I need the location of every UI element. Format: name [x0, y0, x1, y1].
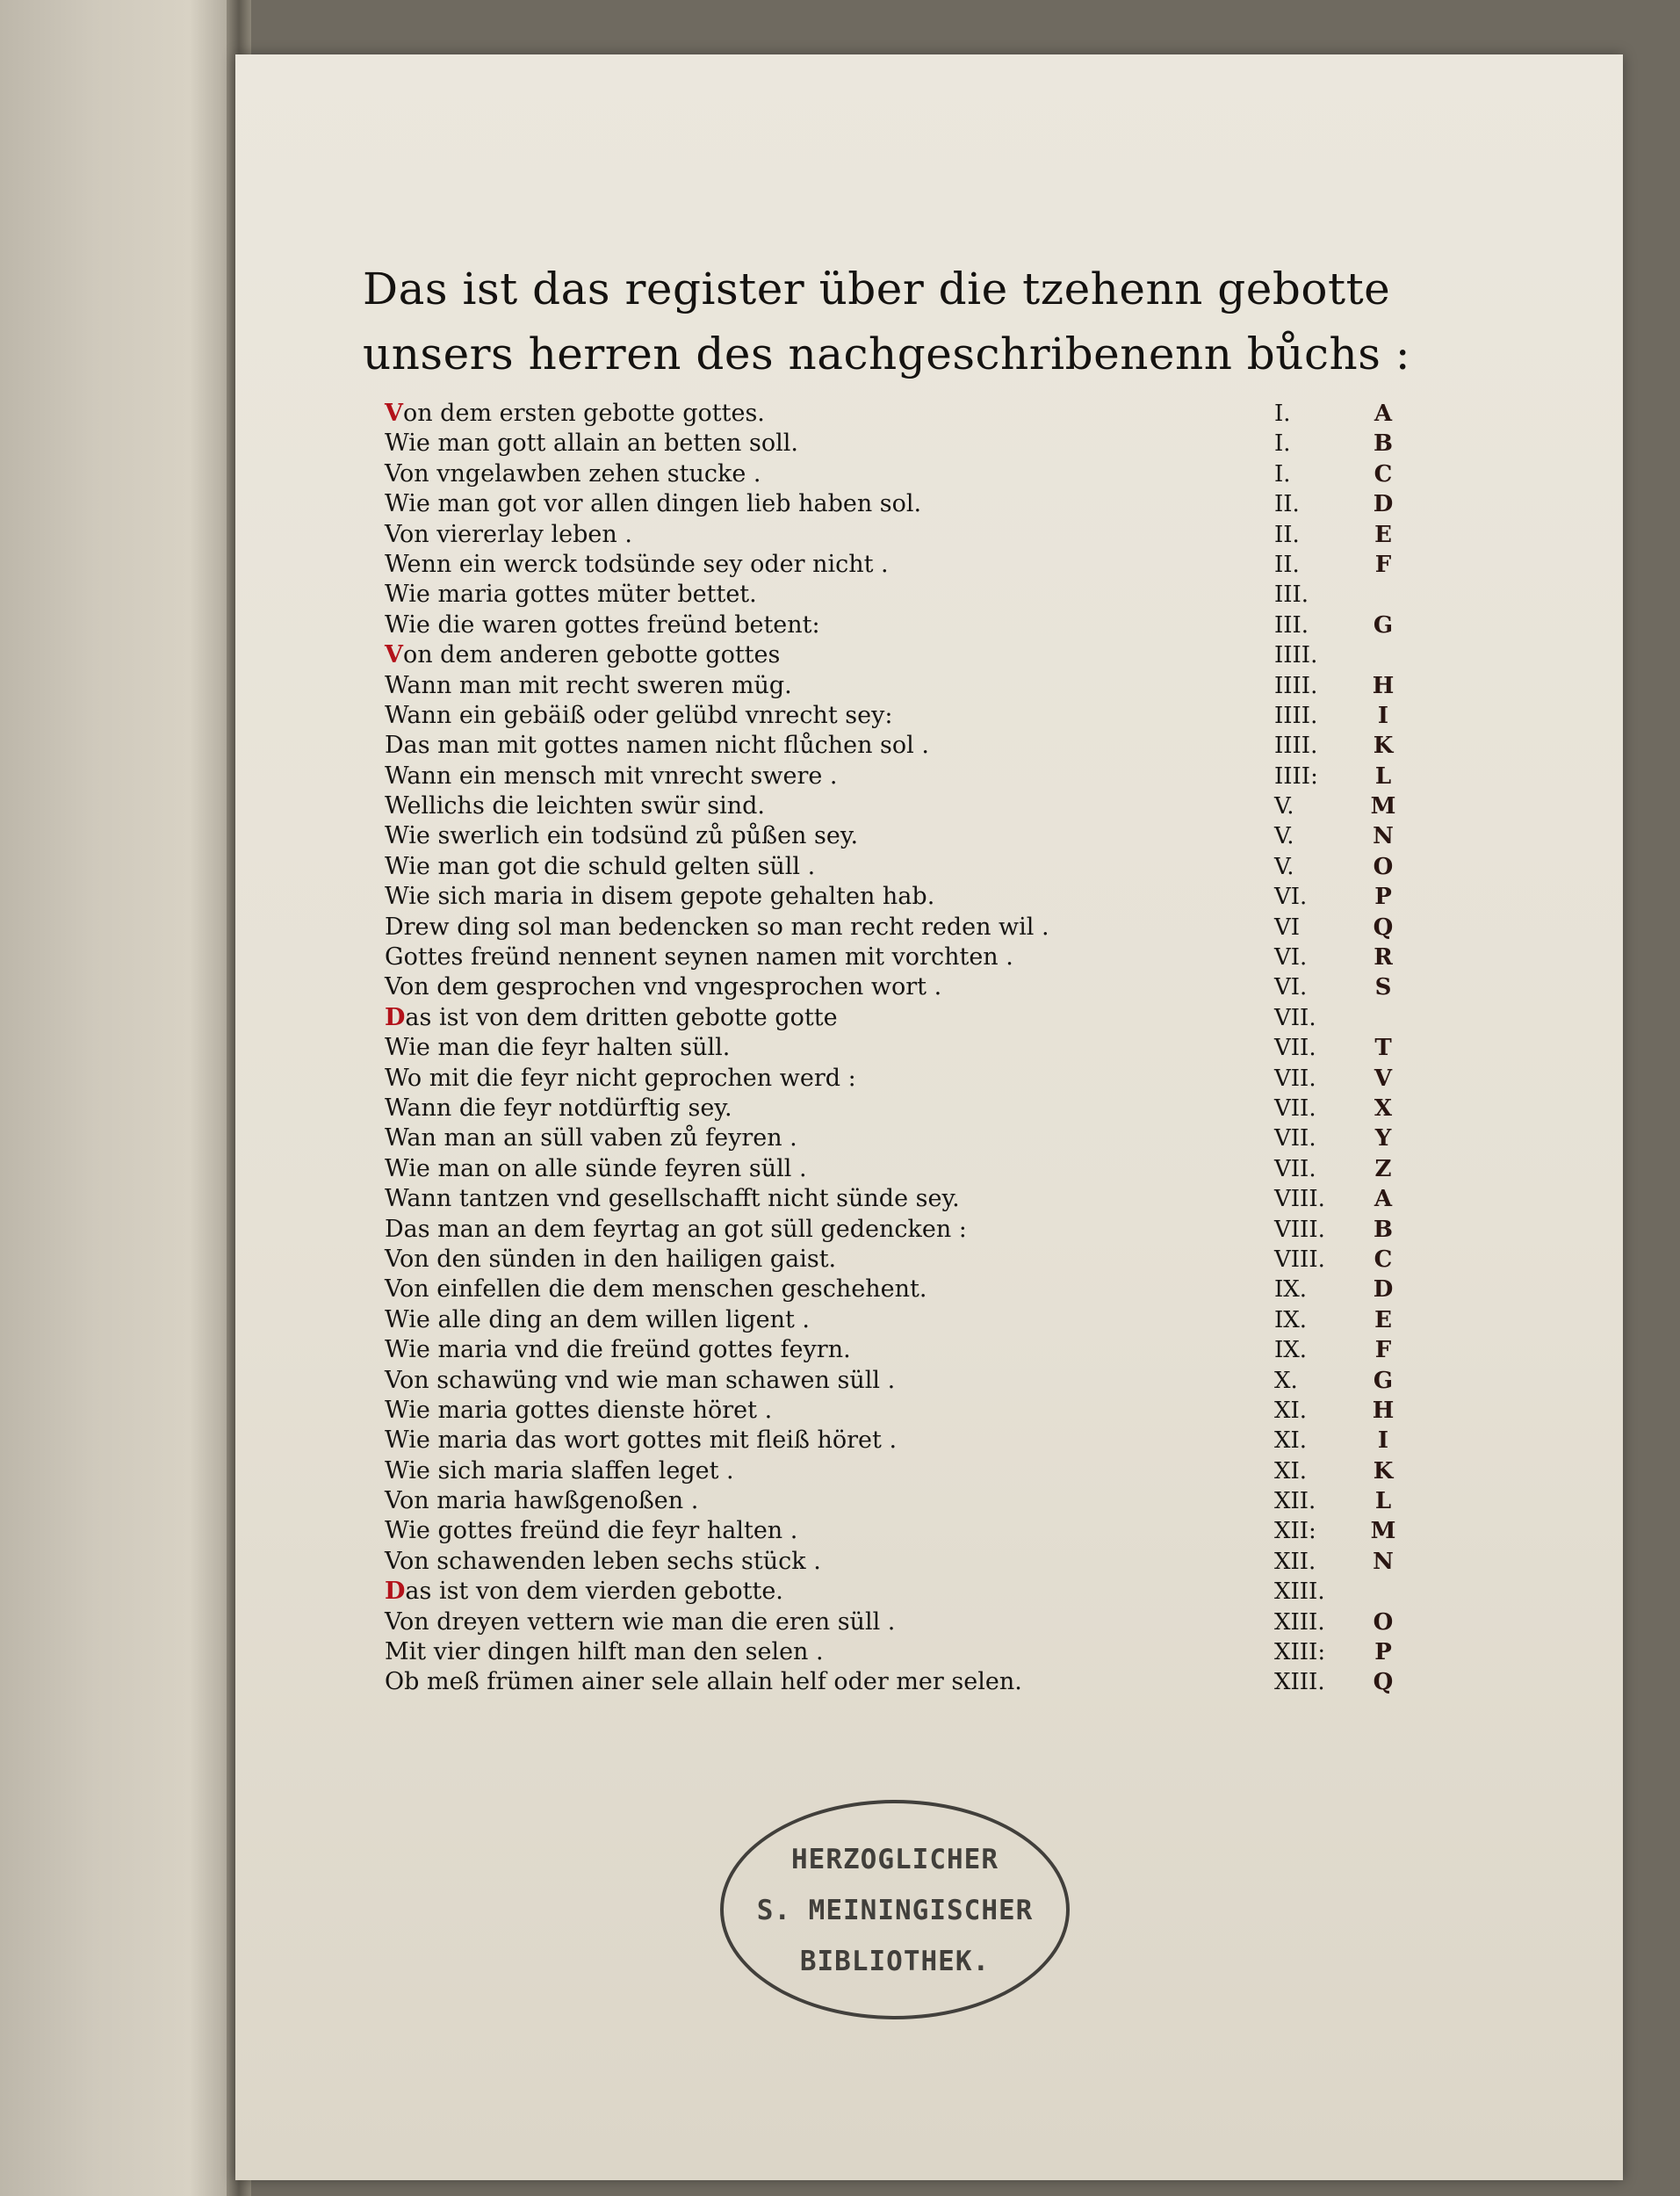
register-title: [363, 256, 1504, 386]
folio-number: II.: [1274, 551, 1300, 578]
folio-number: IIII.: [1274, 733, 1318, 760]
marginal-letter: D: [1373, 491, 1394, 518]
marginal-letter: X: [1374, 1094, 1393, 1122]
register-row: [385, 913, 1491, 943]
register-row: [385, 1547, 1491, 1577]
register-row: [385, 399, 1491, 429]
register-row: [385, 1003, 1491, 1033]
register-row: [385, 1637, 1491, 1667]
folio-number: X.: [1274, 1367, 1298, 1394]
entry-text: Von vngelawben zehen stucke .: [385, 459, 761, 488]
folio-number: XI.: [1274, 1427, 1308, 1455]
entry-text: Wan man an süll vaben zů feyren .: [385, 1124, 797, 1152]
entry-text: Ob meß frümen ainer sele allain helf oder mer selen.: [385, 1668, 1022, 1696]
entry-text: Wann die feyr notdürftig sey.: [385, 1094, 732, 1122]
entry-text: Wie maria gottes müter bettet.: [385, 581, 757, 609]
entry-text: Wann ein mensch mit vnrecht swere .: [385, 762, 838, 790]
folio-number: I.: [1274, 401, 1291, 427]
register-row: [385, 1305, 1491, 1335]
entry-text: Von dem anderen gebotte gottes: [385, 641, 781, 669]
title-line-2: unsers herren des nachgeschribenenn bůchs :: [363, 329, 1411, 379]
register-row: [385, 1335, 1491, 1365]
register-row: [385, 1667, 1491, 1697]
folio-number: XIII.: [1274, 1669, 1325, 1696]
marginal-letter: V: [1374, 1065, 1393, 1092]
entry-text: Von schawüng vnd wie man schawen süll .: [385, 1366, 896, 1394]
title-line-1: Das ist das register über die tzehenn gebotte: [363, 264, 1391, 314]
register-row: [385, 1486, 1491, 1516]
folio-number: XI.: [1274, 1397, 1308, 1424]
folio-number: VII.: [1274, 1094, 1316, 1122]
register-row: [385, 640, 1491, 670]
register-row: [385, 459, 1491, 489]
register-row: [385, 489, 1491, 519]
entry-text: Wie man got die schuld gelten süll .: [385, 852, 816, 880]
marginal-letter: E: [1374, 521, 1392, 548]
entry-text: Wie man die feyr halten süll.: [385, 1034, 731, 1062]
register-row: [385, 1396, 1491, 1426]
register-row: [385, 1275, 1491, 1304]
entry-text: Wie man on alle sünde feyren süll .: [385, 1154, 807, 1182]
folio-number: V.: [1274, 853, 1294, 880]
marginal-letter: K: [1373, 733, 1394, 760]
register-row: [385, 701, 1491, 731]
library-stamp: [720, 1800, 1070, 2019]
entry-text: Wo mit die feyr nicht geprochen werd :: [385, 1064, 856, 1092]
entry-text: Wie maria gottes dienste höret .: [385, 1396, 773, 1424]
folio-number: VI.: [1274, 944, 1308, 972]
marginal-letter: H: [1372, 672, 1395, 699]
folio-number: XIII:: [1274, 1639, 1326, 1666]
marginal-letter: P: [1374, 1639, 1392, 1666]
folio-number: VIII.: [1274, 1216, 1325, 1243]
entry-text: Das ist von dem vierden gebotte.: [385, 1578, 783, 1606]
entry-text: Gottes freünd nennent seynen namen mit vorchten .: [385, 943, 1013, 972]
marginal-letter: G: [1373, 611, 1394, 639]
entry-text: Von den sünden in den hailigen gaist.: [385, 1245, 837, 1273]
register-row: [385, 821, 1491, 851]
register-row: [385, 762, 1491, 791]
marginal-letter: I: [1377, 702, 1389, 729]
entry-text: Von schawenden leben sechs stück .: [385, 1547, 821, 1575]
folio-number: VI.: [1274, 974, 1308, 1001]
marginal-letter: R: [1374, 944, 1393, 972]
marginal-letter: O: [1373, 1608, 1394, 1636]
marginal-letter: Q: [1373, 914, 1394, 941]
register-row: [385, 520, 1491, 550]
folio-number: VII.: [1274, 1125, 1316, 1152]
folio-number: II.: [1274, 491, 1300, 518]
marginal-letter: A: [1374, 1186, 1393, 1213]
folio-number: I.: [1274, 460, 1291, 488]
marginal-letter: H: [1372, 1397, 1395, 1424]
stamp-line-3: BIBLIOTHEK.: [799, 1946, 991, 1977]
folio-number: III.: [1274, 611, 1309, 639]
marginal-letter: C: [1374, 460, 1393, 488]
register-row: [385, 429, 1491, 459]
folio-number: V.: [1274, 793, 1294, 820]
facing-page: [0, 0, 237, 2196]
entry-text: Wann man mit recht sweren müg.: [385, 671, 792, 699]
register-row: [385, 580, 1491, 610]
register-row: [385, 1245, 1491, 1275]
entry-text: Das man an dem feyrtag an got süll gedencken :: [385, 1215, 967, 1243]
register-row: [385, 1033, 1491, 1063]
register-row: [385, 610, 1491, 640]
marginal-letter: T: [1374, 1035, 1392, 1062]
register-row: [385, 1094, 1491, 1123]
register-row: [385, 1426, 1491, 1456]
register-row: [385, 671, 1491, 701]
entry-text: Wie die waren gottes freünd betent:: [385, 610, 820, 639]
register-row: [385, 1123, 1491, 1153]
marginal-letter: B: [1374, 1216, 1393, 1243]
folio-number: XII:: [1274, 1518, 1316, 1545]
entry-text: Das man mit gottes namen nicht flůchen sol .: [385, 732, 929, 760]
entry-text: Wie man got vor allen dingen lieb haben sol.: [385, 490, 922, 518]
marginal-letter: O: [1373, 853, 1394, 880]
marginal-letter: M: [1370, 1518, 1396, 1545]
folio-number: VII.: [1274, 1155, 1316, 1182]
entry-text: Von einfellen die dem menschen geschehent.: [385, 1275, 927, 1304]
entry-text: Wie maria das wort gottes mit fleiß höret .: [385, 1427, 898, 1455]
marginal-letter: Z: [1374, 1155, 1392, 1182]
entry-text: Wie sich maria in disem gepote gehalten hab.: [385, 883, 935, 911]
folio-number: VIII.: [1274, 1186, 1325, 1213]
register-page: [235, 54, 1623, 2180]
register-row: [385, 1184, 1491, 1214]
entry-text: Wie alle ding an dem willen ligent .: [385, 1305, 810, 1333]
register-row: [385, 1516, 1491, 1546]
register-row: [385, 1366, 1491, 1396]
register-row: [385, 550, 1491, 580]
marginal-letter: K: [1373, 1457, 1394, 1484]
entry-text: Von dem gesprochen vnd vngesprochen wort .: [385, 973, 942, 1001]
folio-number: IIII.: [1274, 642, 1318, 669]
folio-number: VII.: [1274, 1004, 1316, 1031]
folio-number: VI.: [1274, 884, 1308, 911]
marginal-letter: I: [1377, 1427, 1389, 1455]
folio-number: XIII.: [1274, 1578, 1325, 1606]
marginal-letter: L: [1374, 762, 1392, 790]
folio-number: V.: [1274, 823, 1294, 850]
marginal-letter: F: [1374, 1337, 1392, 1364]
folio-number: III.: [1274, 582, 1309, 609]
entry-text: Von dreyen vettern wie man die eren süll .: [385, 1607, 896, 1636]
folio-number: XI.: [1274, 1457, 1308, 1484]
marginal-letter: A: [1374, 401, 1393, 427]
entry-text: Wann tantzen vnd gesellschafft nicht sünde sey.: [385, 1185, 960, 1213]
entry-text: Wellichs die leichten swür sind.: [385, 792, 766, 820]
register-row: [385, 972, 1491, 1002]
folio-number: IIII.: [1274, 702, 1318, 729]
folio-number: XII.: [1274, 1488, 1316, 1515]
register-row: [385, 882, 1491, 912]
marginal-letter: C: [1374, 1246, 1393, 1273]
register-row: [385, 1577, 1491, 1607]
folio-number: IX.: [1274, 1337, 1308, 1364]
register-row: [385, 1607, 1491, 1637]
folio-number: VIII.: [1274, 1246, 1325, 1273]
marginal-letter: B: [1374, 430, 1393, 458]
register-row: [385, 943, 1491, 972]
folio-number: IIII:: [1274, 762, 1318, 790]
marginal-letter: E: [1374, 1306, 1392, 1333]
entry-text: Wann ein gebäiß oder gelübd vnrecht sey:: [385, 701, 893, 729]
marginal-letter: M: [1370, 793, 1396, 820]
entry-text: Wie gottes freünd die feyr halten .: [385, 1517, 798, 1545]
register-row: [385, 852, 1491, 882]
folio-number: VII.: [1274, 1065, 1316, 1092]
register-row: [385, 1456, 1491, 1486]
folio-number: XIII.: [1274, 1608, 1325, 1636]
stamp-line-1: HERZOGLICHER: [791, 1844, 999, 1875]
register-row: [385, 731, 1491, 761]
register-row: [385, 1215, 1491, 1245]
folio-number: I.: [1274, 430, 1291, 458]
entry-text: Wie man gott allain an betten soll.: [385, 430, 798, 458]
marginal-letter: L: [1374, 1488, 1392, 1515]
folio-number: IIII.: [1274, 672, 1318, 699]
entry-text: Wenn ein werck todsünde sey oder nicht .: [385, 550, 889, 578]
marginal-letter: Q: [1373, 1669, 1394, 1696]
folio-number: IX.: [1274, 1306, 1308, 1333]
entry-text: Wie swerlich ein todsünd zů půßen sey.: [385, 822, 859, 850]
marginal-letter: P: [1374, 884, 1392, 911]
entry-text: Von viererlay leben .: [385, 520, 632, 548]
register-row: [385, 791, 1491, 821]
marginal-letter: S: [1374, 974, 1392, 1001]
marginal-letter: N: [1373, 1548, 1394, 1575]
entry-text: Von maria hawßgenoßen .: [385, 1487, 699, 1515]
folio-number: II.: [1274, 521, 1300, 548]
register-row: [385, 1064, 1491, 1094]
marginal-letter: D: [1373, 1276, 1394, 1304]
marginal-letter: G: [1373, 1367, 1394, 1394]
register-row: [385, 1154, 1491, 1184]
marginal-letter: F: [1374, 551, 1392, 578]
entry-text: Mit vier dingen hilft man den selen .: [385, 1638, 824, 1666]
entry-text: Wie sich maria slaffen leget .: [385, 1456, 734, 1484]
entry-text: Das ist von dem dritten gebotte gotte: [385, 1003, 838, 1031]
entry-text: Drew ding sol man bedencken so man recht reden wil .: [385, 913, 1049, 941]
folio-number: VI: [1274, 914, 1301, 941]
marginal-letter: Y: [1374, 1125, 1392, 1152]
register-list: [385, 399, 1491, 1698]
folio-number: IX.: [1274, 1276, 1308, 1304]
entry-text: Wie maria vnd die freünd gottes feyrn.: [385, 1336, 851, 1364]
marginal-letter: N: [1373, 823, 1394, 850]
stamp-line-2: S. MEININGISCHER: [756, 1895, 1034, 1926]
folio-number: XII.: [1274, 1548, 1316, 1575]
entry-text: Von dem ersten gebotte gottes.: [385, 400, 765, 427]
folio-number: VII.: [1274, 1035, 1316, 1062]
